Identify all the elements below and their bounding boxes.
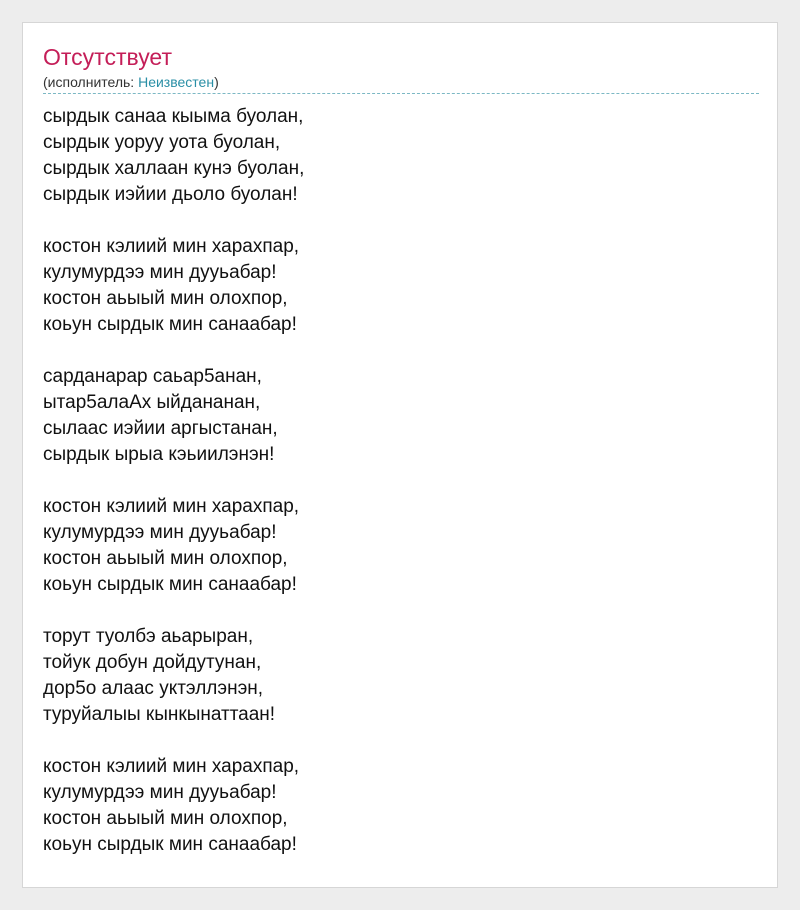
lyric-line: сылаас иэйии аргыстанан, <box>43 418 278 439</box>
lyrics-card <box>22 22 778 888</box>
lyric-line: сырдык иэйии дьоло буолан! <box>43 184 298 205</box>
lyrics-body <box>43 104 759 884</box>
lyric-line: костон аьыый мин олохпор, <box>43 288 288 309</box>
lyric-line: костон кэлиий мин харахпар, <box>43 496 300 517</box>
stanza-5 <box>43 624 759 728</box>
artist-suffix: ) <box>214 74 219 90</box>
lyric-line: коьун сырдык мин санаабар! <box>43 834 297 855</box>
stanza-1 <box>43 104 759 208</box>
lyric-line: сырдык ырыа кэьиилэнэн! <box>43 444 275 465</box>
lyric-line: кулумурдээ мин дууьабар! <box>43 522 277 543</box>
lyric-line: коьун сырдык мин санаабар! <box>43 574 297 595</box>
lyric-line: туруйалыы кынкынаттаан! <box>43 704 276 725</box>
stanza-2 <box>43 234 759 338</box>
lyric-line: ытар5алаАх ыйдананан, <box>43 392 261 413</box>
artist-prefix: (исполнитель: <box>43 74 139 90</box>
artist-byline <box>43 74 219 91</box>
lyric-line: дор5о алаас уктэллэнэн, <box>43 678 264 699</box>
lyric-line: сырдык санаа кыыма буолан, <box>43 106 304 127</box>
stanza-6 <box>43 754 759 858</box>
lyric-line: костон кэлиий мин харахпар, <box>43 236 300 257</box>
title-divider <box>43 93 759 94</box>
lyric-line: сырдык уоруу уота буолан, <box>43 132 281 153</box>
artist-link[interactable]: Неизвестен <box>138 74 215 90</box>
lyric-line: кулумурдээ мин дууьабар! <box>43 262 277 283</box>
lyric-line: костон аьыый мин олохпор, <box>43 548 288 569</box>
stanza-4 <box>43 494 759 598</box>
lyric-line: сарданарар саьар5анан, <box>43 366 262 387</box>
lyric-line: тойук добун дойдутунан, <box>43 652 262 673</box>
lyric-line: костон аьыый мин олохпор, <box>43 808 288 829</box>
lyric-line: кулумурдээ мин дууьабар! <box>43 782 277 803</box>
stanza-3 <box>43 364 759 468</box>
lyric-line: сырдык халлаан кунэ буолан, <box>43 158 305 179</box>
song-title: Отсутствует <box>43 44 172 70</box>
lyric-line: коьун сырдык мин санаабар! <box>43 314 297 335</box>
lyric-line: костон кэлиий мин харахпар, <box>43 756 300 777</box>
lyric-line: торут туолбэ аьарыран, <box>43 626 254 647</box>
